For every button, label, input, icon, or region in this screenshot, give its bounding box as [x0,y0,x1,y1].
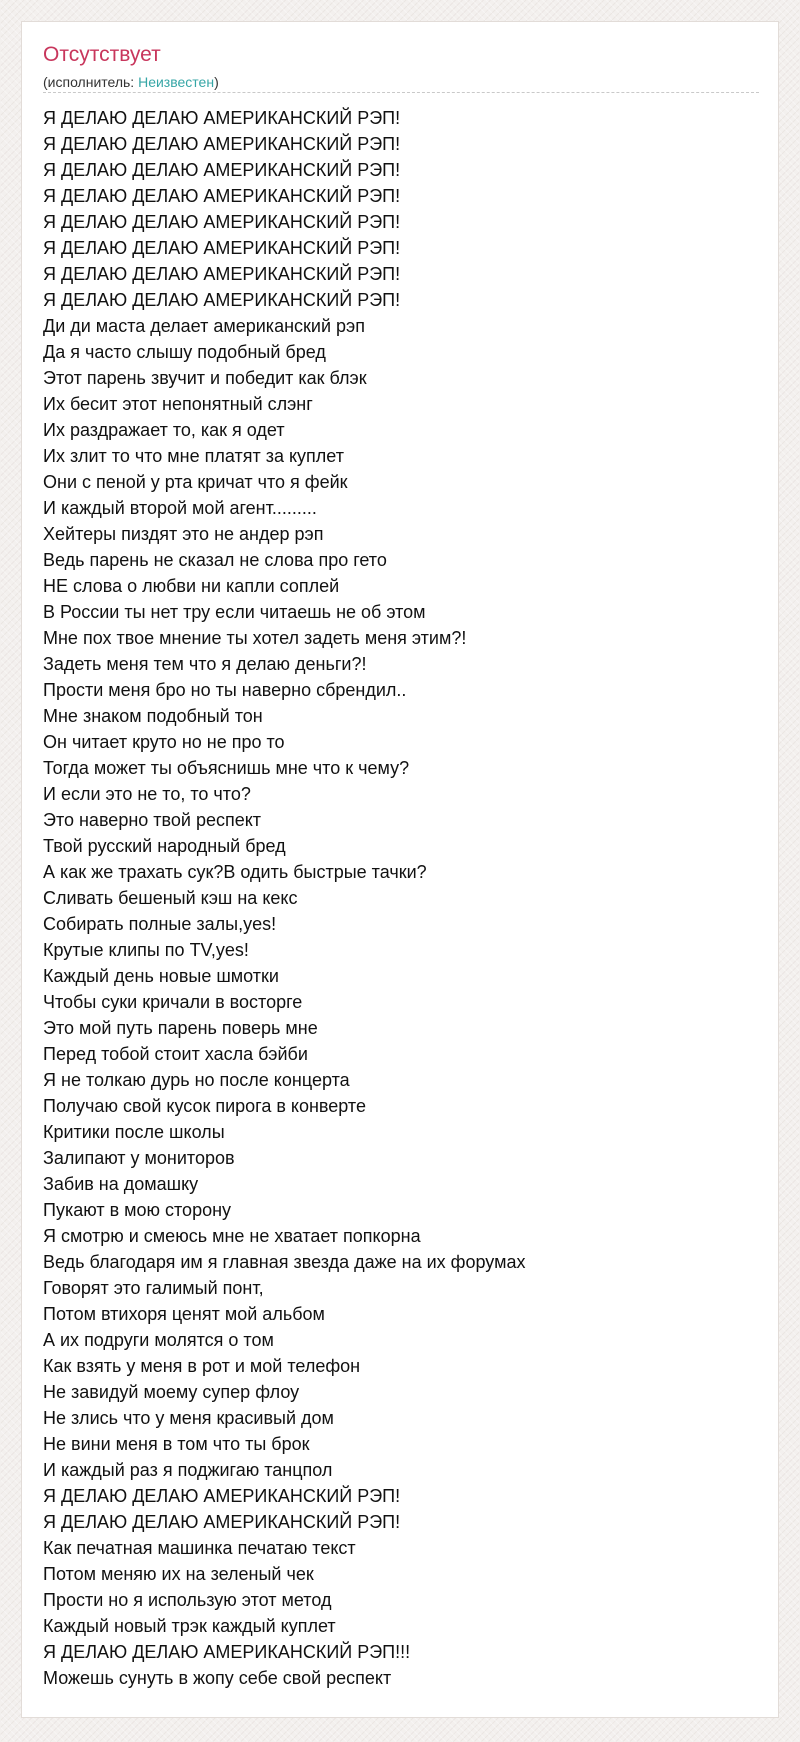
lyric-line: Каждый день новые шмотки [43,966,279,986]
lyric-line: Их раздражает то, как я одет [43,420,285,440]
lyric-line: Чтобы суки кричали в восторге [43,992,303,1012]
lyric-line: Твой русский народный бред [43,836,286,856]
lyric-line: А как же трахать сук?В одить быстрые тачки? [43,862,427,882]
lyric-line: Я не толкаю дурь но после концерта [43,1070,350,1090]
lyric-line: НЕ слова о любви ни капли соплей [43,576,340,596]
lyric-line: Я ДЕЛАЮ ДЕЛАЮ АМЕРИКАНСКИЙ РЭП! [43,1512,401,1532]
lyric-line: Да я часто слышу подобный бред [43,342,326,362]
lyric-line: Мне пох твое мнение ты хотел задеть меня этим?! [43,628,467,648]
lyric-line: Задеть меня тем что я делаю деньги?! [43,654,367,674]
artist-link[interactable]: Неизвестен [138,74,215,90]
lyric-line: Они с пеной у рта кричат что я фейк [43,472,348,492]
lyric-line: Не завидуй моему супер флоу [43,1382,300,1402]
lyric-line: Это мой путь парень поверь мне [43,1018,318,1038]
lyric-line: Тогда может ты объяснишь мне что к чему? [43,758,410,778]
artist-line [43,73,219,91]
lyric-line: Я ДЕЛАЮ ДЕЛАЮ АМЕРИКАНСКИЙ РЭП! [43,290,401,310]
lyric-line: Каждый новый трэк каждый куплет [43,1616,336,1636]
artist-suffix: ) [214,74,219,90]
song-title: Отсутствует [43,43,161,66]
lyric-line: Собирать полные залы,yes! [43,914,277,934]
title-divider [43,92,759,93]
lyrics-card [21,21,779,1718]
lyric-line: Крутые клипы по TV,yes! [43,940,249,960]
lyric-line: Потом втихоря ценят мой альбом [43,1304,325,1324]
lyric-line: В России ты нет тру если читаешь не об этом [43,602,426,622]
lyric-line: Я ДЕЛАЮ ДЕЛАЮ АМЕРИКАНСКИЙ РЭП!!! [43,1642,411,1662]
lyric-line: А их подруги молятся о том [43,1330,274,1350]
lyric-line: Ведь благодаря им я главная звезда даже на их форумах [43,1252,526,1272]
lyric-line: Я ДЕЛАЮ ДЕЛАЮ АМЕРИКАНСКИЙ РЭП! [43,212,401,232]
lyric-line: Я ДЕЛАЮ ДЕЛАЮ АМЕРИКАНСКИЙ РЭП! [43,186,401,206]
lyric-line: Этот парень звучит и победит как блэк [43,368,367,388]
lyric-line: Пукают в мою сторону [43,1200,232,1220]
lyric-line: Он читает круто но не про то [43,732,285,752]
lyric-line: Залипают у мониторов [43,1148,235,1168]
lyric-line: Ведь парень не сказал не слова про гето [43,550,387,570]
lyric-line: Я ДЕЛАЮ ДЕЛАЮ АМЕРИКАНСКИЙ РЭП! [43,134,401,154]
lyric-line: Не злись что у меня красивый дом [43,1408,334,1428]
lyric-line: Перед тобой стоит хасла бэйби [43,1044,308,1064]
lyric-line: Мне знаком подобный тон [43,706,263,726]
lyric-line: Я ДЕЛАЮ ДЕЛАЮ АМЕРИКАНСКИЙ РЭП! [43,160,401,180]
lyric-line: Забив на домашку [43,1174,199,1194]
artist-prefix: (исполнитель: [43,74,139,90]
lyric-line: Как взять у меня в рот и мой телефон [43,1356,361,1376]
lyrics-text [43,105,768,1691]
lyric-line: Не вини меня в том что ты брок [43,1434,310,1454]
lyric-line: Говорят это галимый понт, [43,1278,264,1298]
lyric-line: Сливать бешеный кэш на кекс [43,888,298,908]
lyric-line: Критики после школы [43,1122,225,1142]
lyric-line: Я смотрю и смеюсь мне не хватает попкорна [43,1226,421,1246]
lyric-line: Как печатная машинка печатаю текст [43,1538,356,1558]
lyric-line: Прости меня бро но ты наверно сбрендил.. [43,680,407,700]
lyric-line: Я ДЕЛАЮ ДЕЛАЮ АМЕРИКАНСКИЙ РЭП! [43,108,401,128]
lyric-line: Это наверно твой респект [43,810,262,830]
lyric-line: Можешь сунуть в жопу себе свой респект [43,1668,392,1688]
lyric-line: Получаю свой кусок пирога в конверте [43,1096,366,1116]
lyric-line: Я ДЕЛАЮ ДЕЛАЮ АМЕРИКАНСКИЙ РЭП! [43,238,401,258]
lyric-line: Прости но я использую этот метод [43,1590,332,1610]
lyric-line: Их злит то что мне платят за куплет [43,446,344,466]
lyric-line: Я ДЕЛАЮ ДЕЛАЮ АМЕРИКАНСКИЙ РЭП! [43,264,401,284]
lyric-line: И если это не то, то что? [43,784,251,804]
lyric-line: Ди ди маста делает американский рэп [43,316,365,336]
lyric-line: И каждый раз я поджигаю танцпол [43,1460,333,1480]
lyric-line: И каждый второй мой агент......... [43,498,317,518]
lyric-line: Хейтеры пиздят это не андер рэп [43,524,324,544]
lyric-line: Потом меняю их на зеленый чек [43,1564,314,1584]
lyric-line: Я ДЕЛАЮ ДЕЛАЮ АМЕРИКАНСКИЙ РЭП! [43,1486,401,1506]
lyric-line: Их бесит этот непонятный слэнг [43,394,313,414]
